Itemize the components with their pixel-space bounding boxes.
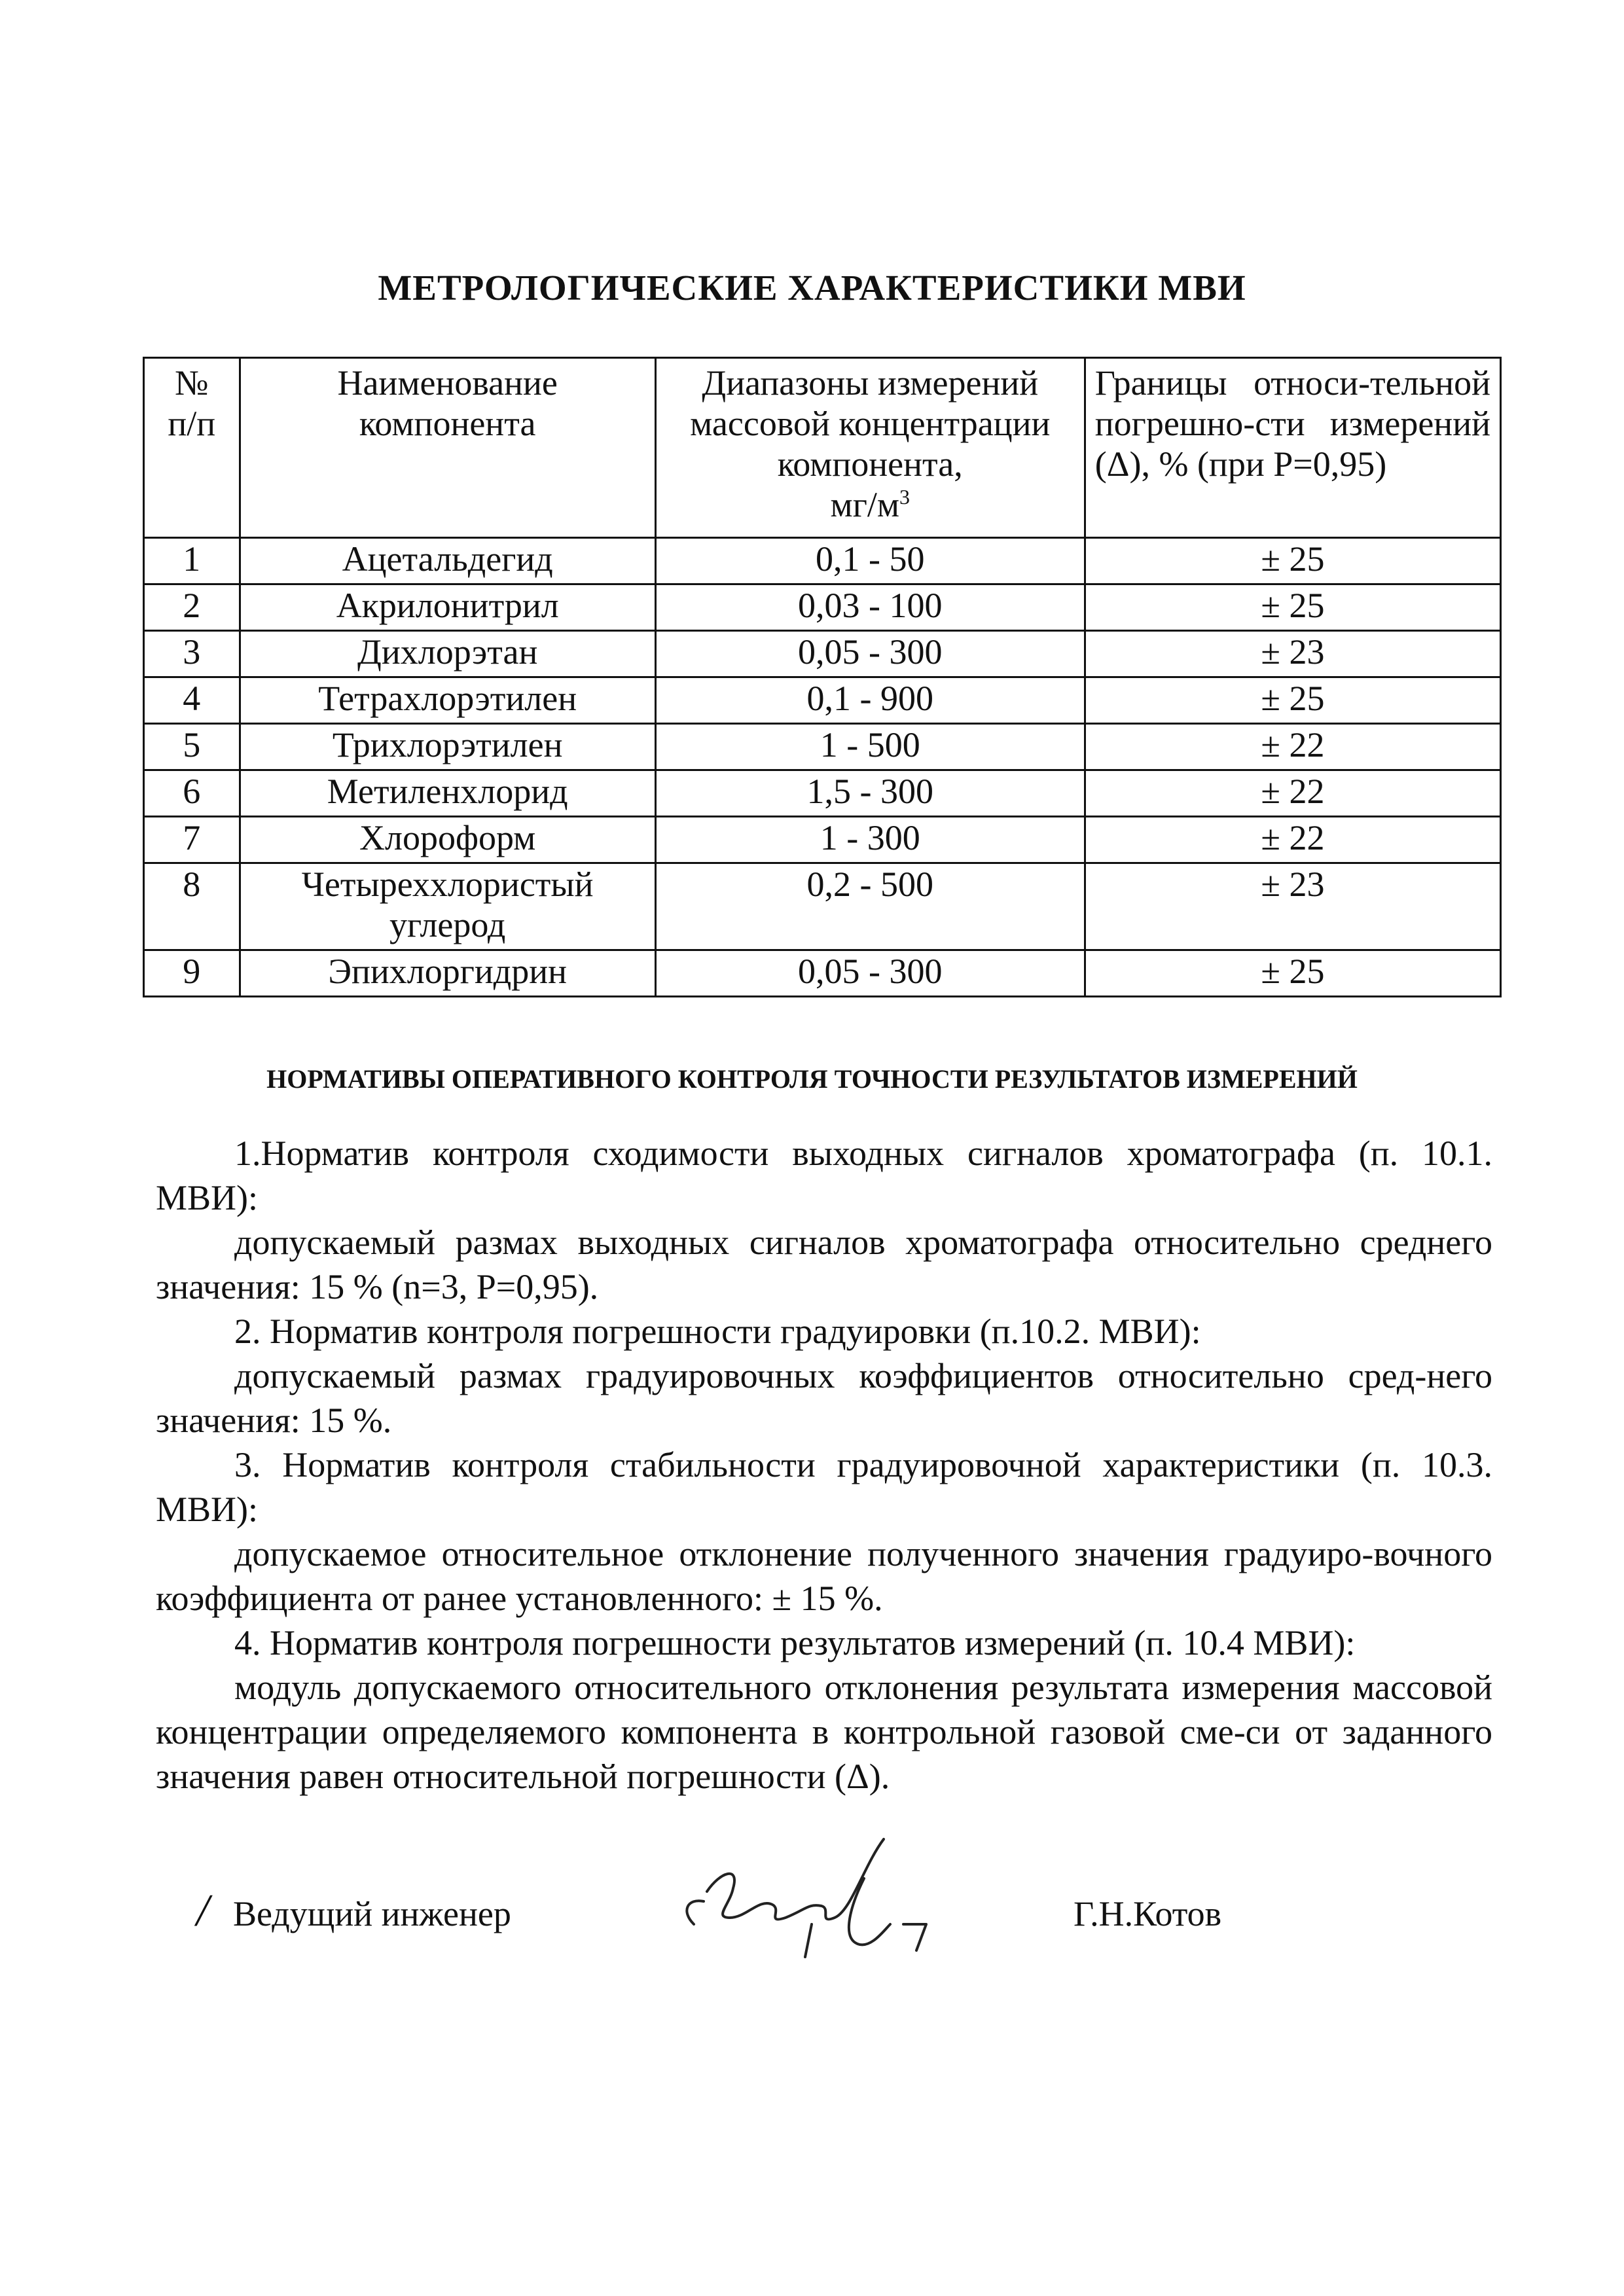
header-name: Наименование компонента (240, 358, 655, 538)
table-row: 6 Метиленхлорид 1,5 - 300 ± 22 (144, 770, 1501, 817)
table-row: 5 Трихлорэтилен 1 - 500 ± 22 (144, 724, 1501, 770)
header-num: № п/п (144, 358, 240, 538)
metrology-table (143, 357, 1502, 997)
header-error: Границы относи-тельной погрешно-сти измерений (Δ), % (при Р=0,95) (1085, 358, 1500, 538)
table-row: 9 Эпихлоргидрин 0,05 - 300 ± 25 (144, 950, 1501, 997)
signature-slash-mark: / (196, 1886, 209, 1936)
page-title: МЕТРОЛОГИЧЕСКИЕ ХАРАКТЕРИСТИКИ МВИ (378, 268, 1246, 308)
section-subtitle: НОРМАТИВЫ ОПЕРАТИВНОГО КОНТРОЛЯ ТОЧНОСТИ РЕЗУЛЬТАТОВ ИЗМЕРЕНИЙ (266, 1064, 1358, 1094)
norm-3-title: 3. Норматив контроля стабильности градуировочной характеристики (п. 10.3. МВИ): (156, 1445, 1492, 1529)
norm-2-desc: допускаемый размах градуировочных коэффициентов относительно сред-него значения: 15 %. (156, 1356, 1492, 1440)
signature-role: Ведущий инженер (233, 1894, 511, 1933)
table-row: 8 Четыреххлористый углерод 0,2 - 500 ± 23 (144, 863, 1501, 950)
norm-4-desc: модуль допускаемого относительного отклонения результата измерения массовой концентрации определяемого компонента в контрольной газовой сме-си от заданного значения равен относительной погрешности (Δ). (156, 1668, 1492, 1796)
norm-4-title: 4. Норматив контроля погрешности результатов измерений (п. 10.4 МВИ): (234, 1623, 1356, 1662)
norm-2-title: 2. Норматив контроля погрешности градуировки (п.10.2. МВИ): (234, 1312, 1201, 1351)
table-row: 3 Дихлорэтан 0,05 - 300 ± 23 (144, 631, 1501, 677)
table-row: 1 Ацетальдегид 0,1 - 50 ± 25 (144, 538, 1501, 584)
norm-1-title: 1.Норматив контроля сходимости выходных сигналов хроматографа (п. 10.1. МВИ): (156, 1134, 1492, 1217)
signatory-name: Г.Н.Котов (1074, 1894, 1222, 1933)
table-row: 2 Акрилонитрил 0,03 - 100 ± 25 (144, 584, 1501, 631)
norm-1-desc: допускаемый размах выходных сигналов хроматографа относительно среднего значения: 15 % (n=3, Р=0,95). (156, 1223, 1492, 1306)
norm-3-desc: допускаемое относительное отклонение полученного значения градуиро-вочного коэффициента от ранее установленного: ± 15 %. (156, 1534, 1492, 1618)
header-range: Диапазоны измерений массовой концентрации компонента, $мг/м^3$ (655, 358, 1085, 538)
handwritten-signature (668, 1826, 943, 1970)
table-row: 4 Тетрахлорэтилен 0,1 - 900 ± 25 (144, 677, 1501, 724)
table-row: 7 Хлороформ 1 - 300 ± 22 (144, 817, 1501, 863)
norms-text (156, 1131, 1492, 1799)
table-header-row (144, 358, 1501, 538)
